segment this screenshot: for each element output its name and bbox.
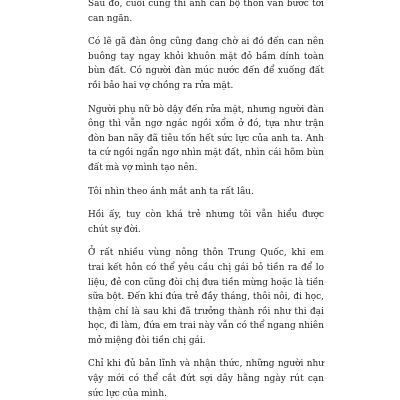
paragraph-3: Người phụ nữ bò dậy đến rửa mặt, nhưng người đàn ông thì vẫn ngơ ngác ngồi xổm ở đó, tựa như trận đòn ban nãy đã tiêu tốn hết sức lực của anh ta. Anh ta cứ ngồi ngẩn ngơ nhìn mặt đất, nhìn cái hõm bùn đất mà vợ mình tạo nên. xyxy=(88,104,324,173)
paragraph-6: Ở rất nhiều vùng nông thôn Trung Quốc, khi em trai kết hôn có thể yêu cầu chị gái bỏ tiền ra để lo liệu, đẻ con cũng đòi chị đưa tiền mừng hoặc là tiền sữa bột. Đến khi đứa trẻ đầy tháng, thôi nôi, đi học, thậm chí là sau khi đã trưởng thành rồi như thi đại học, đi làm, đứa em trai này vẫn có thể ngang nhiên mở miệng đòi tiền chị gái. xyxy=(88,248,324,346)
paragraph-7: Chỉ khi đủ bản lĩnh và nhận thức, những người như vậy mới có thể cắt đứt sợi dây hằng ngày rút cạn sức lực của mình. xyxy=(88,359,324,399)
paragraph-5: Hồi ấy, tuy còn khá trẻ nhưng tôi vẫn hiểu được chút sự đời. xyxy=(88,210,324,235)
paragraph-4: Tôi nhìn theo ánh mắt anh ta rất lâu. xyxy=(88,186,254,197)
text-column xyxy=(88,0,324,400)
paragraph-1: Sau đó, cuối cùng thì anh cán bộ thôn vẫn bước tới can ngăn. xyxy=(88,0,324,24)
paragraph-2: Có lẽ gã đàn ông cũng đang chờ ai đó đến can nên buông tay ngay khỏi khuôn mặt đỏ bầm dính toàn bùn đất. Có người đàn múc nước đến để xuống đất rồi bảo hai vợ chồng ra rửa mặt. xyxy=(88,37,324,91)
